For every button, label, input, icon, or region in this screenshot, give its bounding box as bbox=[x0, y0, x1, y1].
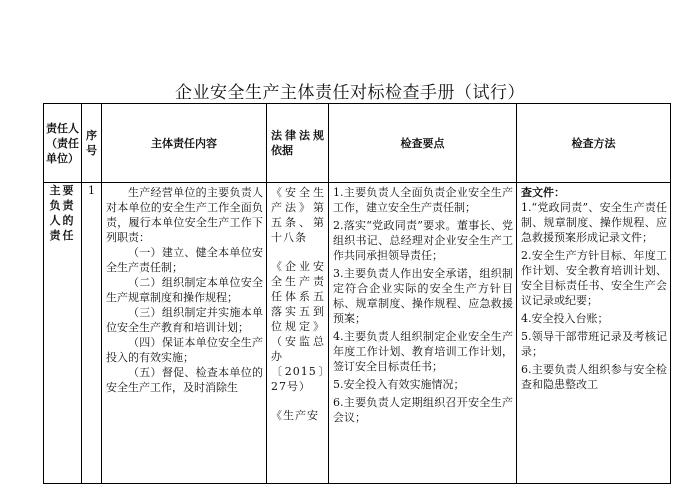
header-row bbox=[44, 104, 671, 183]
method-item: 5.领导干部带班记录及考核记录； bbox=[521, 330, 667, 358]
content-paragraph: （一）建立、健全本单位安全生产责任制； bbox=[106, 246, 263, 274]
points-cell bbox=[329, 183, 517, 484]
check-point: 4.主要负责人组织制定企业安全生产年度工作计划、教育培训工作计划，签订安全目标责任书； bbox=[333, 330, 513, 373]
law-reference: 《安全生产法》第五条、第十八条 bbox=[271, 186, 325, 244]
seq-cell: 1 bbox=[82, 183, 102, 484]
header-law-line1: 法律法规 bbox=[271, 129, 327, 142]
header-content: 主体责任内容 bbox=[102, 104, 267, 183]
law-reference: 《企业安全生产责任体系五落实五到位规定》（安监总办〔2015〕27号） bbox=[271, 260, 325, 393]
header-seq: 序号 bbox=[82, 104, 102, 183]
check-point: 3.主要负责人作出安全承诺，组织制定符合企业实际的安全生产方针目标、规章制度、操作规程、应急救援预案； bbox=[333, 267, 513, 325]
method-heading: 查文件： bbox=[521, 186, 565, 199]
content-paragraph: （三）组织制定并实施本单位安全生产教育和培训计划； bbox=[106, 306, 263, 334]
header-category: 责任人（责任单位） bbox=[44, 104, 82, 183]
checklist-table-frame bbox=[43, 103, 670, 424]
header-points: 检查要点 bbox=[329, 104, 517, 183]
content-paragraph: （四）保证本单位安全生产投入的有效实施； bbox=[106, 336, 263, 364]
checklist-table bbox=[43, 103, 671, 484]
law-cell bbox=[267, 183, 329, 484]
header-law-line2: 依据 bbox=[271, 144, 293, 157]
law-reference: 《生产安 bbox=[271, 409, 319, 422]
method-cell bbox=[517, 183, 671, 484]
check-point: 2.落实“党政同责”要求。董事长、党组织书记、总经理对企业安全生产工作共同承担领导责任； bbox=[333, 219, 513, 262]
header-law bbox=[267, 104, 329, 183]
content-paragraph: 生产经营单位的主要负责人对本单位的安全生产工作全面负责，履行本单位安全生产工作下列职责： bbox=[106, 186, 263, 244]
check-point: 6.主要负责人定期组织召开安全生产会议； bbox=[333, 396, 513, 424]
method-item: 4.安全投入台账； bbox=[521, 312, 609, 325]
content-paragraph: （二）组织制定本单位安全生产规章制度和操作规程； bbox=[106, 276, 263, 304]
content-cell bbox=[102, 183, 267, 484]
check-point: 1.主要负责人全面负责企业安全生产工作，建立安全生产责任制； bbox=[333, 186, 513, 214]
category-cell: 主要负责人的责任 bbox=[44, 183, 82, 484]
method-item: 2.安全生产方针目标、年度工作计划、安全教育培训计划、安全目标责任书、安全生产会议记录或纪要； bbox=[521, 249, 667, 307]
table-row bbox=[44, 183, 671, 484]
content-paragraph: （五）督促、检查本单位的安全生产工作，及时消除生 bbox=[106, 366, 263, 394]
document-title: 企业安全生产主体责任对标检查手册（试行） bbox=[175, 83, 525, 103]
method-item: 6.主要负责人组织参与安全检查和隐患整改工 bbox=[521, 363, 667, 391]
header-method: 检查方法 bbox=[517, 104, 671, 183]
check-point: 5.安全投入有效实施情况； bbox=[333, 378, 465, 391]
method-item: 1.“党政同责”、安全生产责任制、规章制度、操作规程、应急救援预案形成记录文件； bbox=[521, 201, 667, 244]
